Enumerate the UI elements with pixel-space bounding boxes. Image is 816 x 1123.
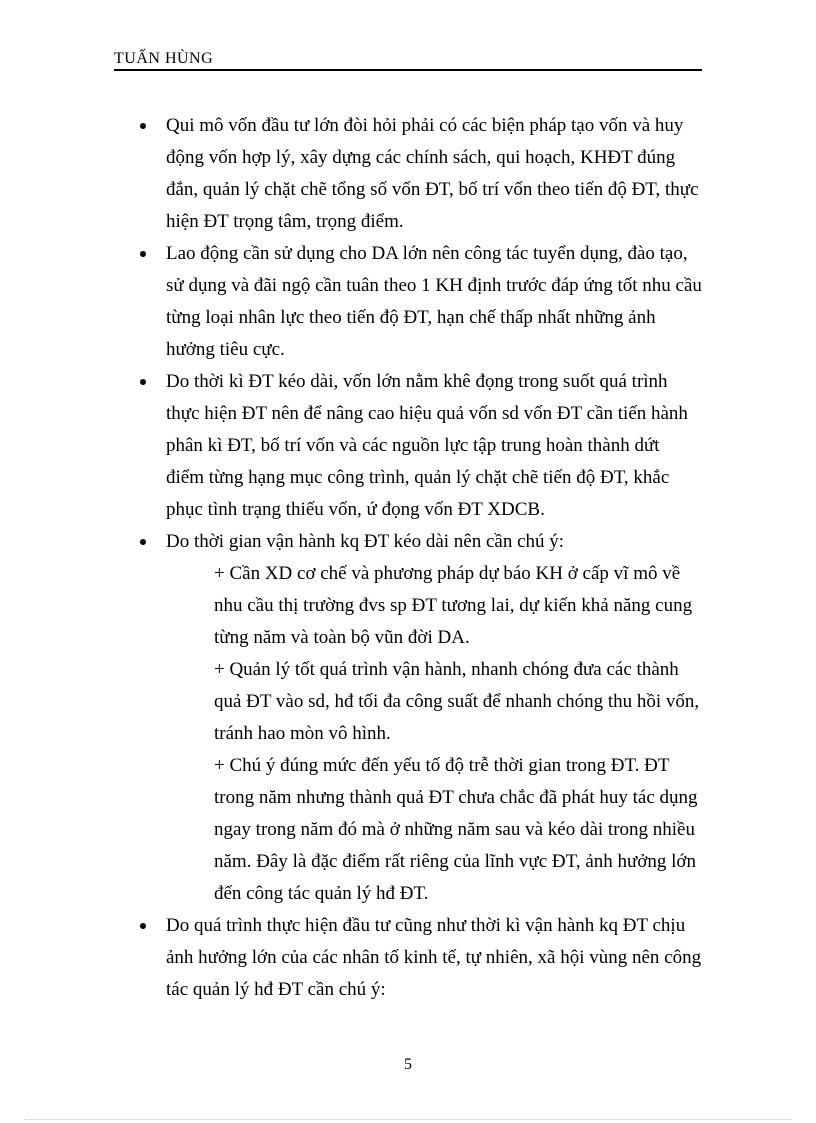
bullet-item (136, 238, 702, 366)
header-title: TUẤN HÙNG (114, 50, 214, 67)
page-number: 5 (404, 1056, 412, 1073)
bullet-text: Do quá trình thực hiện đầu tư cũng như thời kì vận hành kq ĐT chịu ảnh hưởng lớn của các nhân tố kinh tế, tự nhiên, xã hội vùng nên công tác quản lý hđ ĐT cần chú ý: (166, 915, 702, 1000)
bullet-text: Lao động cần sử dụng cho DA lớn nên công tác tuyển dụng, đào tạo, sử dụng và đãi ngộ cần tuân theo 1 KH định trước đáp ứng tốt nhu cầu từng loại nhân lực theo tiến độ ĐT, hạn chế thấp nhất những ảnh hưởng tiêu cực. (166, 243, 702, 360)
sub-item (214, 750, 702, 910)
bullet-icon (140, 251, 146, 257)
bullet-text: Do thời gian vận hành kq ĐT kéo dài nên cần chú ý: (166, 531, 565, 552)
sub-item (214, 654, 702, 750)
sub-item-text: + Cần XD cơ chế và phương pháp dự báo KH ở cấp vĩ mô về nhu cầu thị trường đvs sp ĐT tương lai, dự kiến khả năng cung từng năm và toàn bộ vũn đời DA. (214, 563, 693, 648)
document-body (136, 110, 702, 1006)
bullet-icon (140, 539, 146, 545)
page-header (114, 48, 702, 71)
bullet-item (136, 526, 702, 558)
bullet-item (136, 110, 702, 238)
bullet-icon (140, 123, 146, 129)
bullet-icon (140, 379, 146, 385)
bullet-text: Qui mô vốn đầu tư lớn đòi hỏi phải có các biện pháp tạo vốn và huy động vốn hợp lý, xây dựng các chính sách, qui hoạch, KHĐT đúng đắn, quản lý chặt chẽ tổng số vốn ĐT, bố trí vốn theo tiến độ ĐT, thực hiện ĐT trọng tâm, trọng điểm. (166, 115, 699, 232)
page-bottom-divider (24, 1119, 792, 1120)
bullet-item (136, 366, 702, 526)
bullet-icon (140, 923, 146, 929)
bullet-text: Do thời kì ĐT kéo dài, vốn lớn nằm khê đọng trong suốt quá trình thực hiện ĐT nên để nâng cao hiệu quả vốn sd vốn ĐT cần tiến hành phân kì ĐT, bố trí vốn và các nguồn lực tập trung hoàn thành dứt điểm từng hạng mục công trình, quản lý chặt chẽ tiến độ ĐT, khắc phục tình trạng thiếu vốn, ứ đọng vốn ĐT XDCB. (166, 371, 688, 520)
sub-item (214, 558, 702, 654)
bullet-item (136, 910, 702, 1006)
sub-item-text: + Chú ý đúng mức đến yếu tố độ trễ thời gian trong ĐT. ĐT trong năm nhưng thành quả ĐT chưa chắc đã phát huy tác dụng ngay trong năm đó mà ở những năm sau và kéo dài trong nhiều năm. Đây là đặc điểm rất riêng của lĩnh vực ĐT, ảnh hưởng lớn đến công tác quản lý hđ ĐT. (214, 755, 698, 904)
sub-item-text: + Quản lý tốt quá trình vận hành, nhanh chóng đưa các thành quả ĐT vào sd, hđ tối đa công suất để nhanh chóng thu hồi vốn, tránh hao mòn vô hình. (214, 659, 700, 744)
